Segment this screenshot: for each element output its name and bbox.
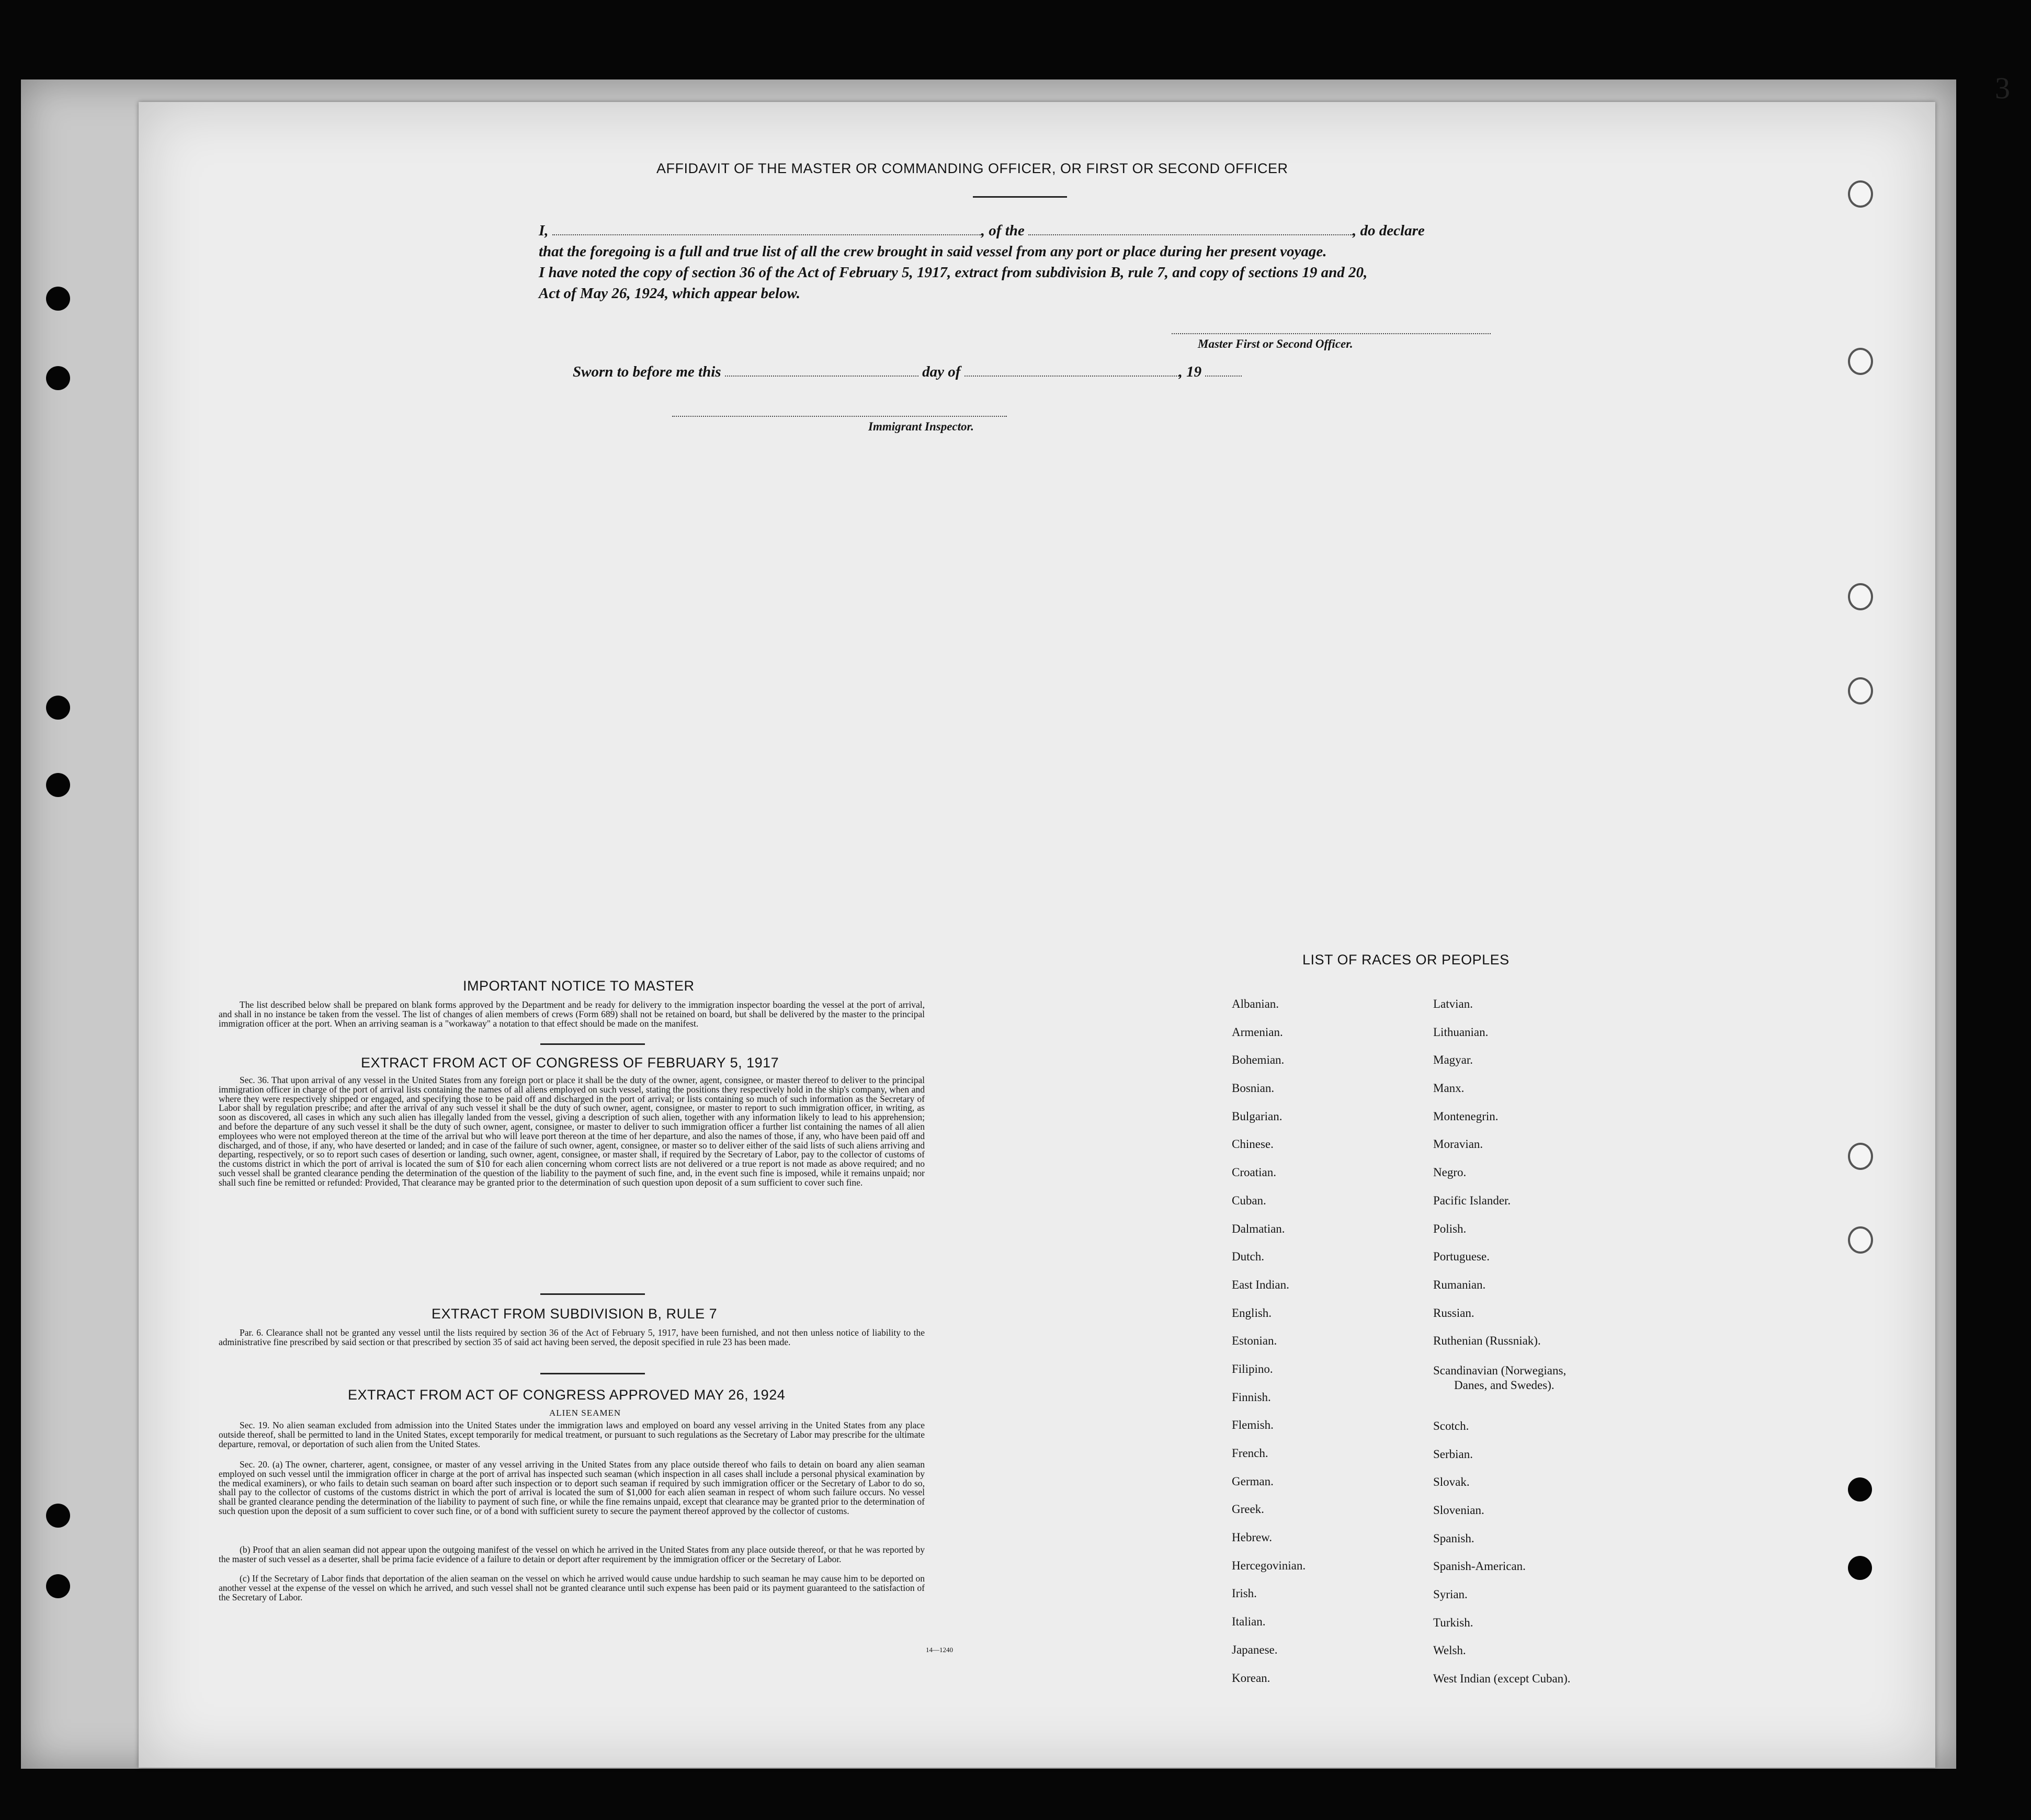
binder-hole <box>1848 583 1873 610</box>
section-rule <box>540 1293 645 1295</box>
extract-1924-sec20b: (b) Proof that an alien seaman did not appear upon the outgoing manifest of the vessel on which he arrived in the United States from any place outside thereof, or that he was reported by the master of such vessel as a deserter, shall be prima facie evidence of a failure to detain or deport after requirement by the immigration officer or the Secretary of Labor. <box>219 1544 925 1564</box>
race-item: Dutch. <box>1232 1250 1264 1264</box>
race-item: Croatian. <box>1232 1166 1276 1179</box>
race-item: Negro. <box>1433 1166 1467 1179</box>
race-item: Spanish. <box>1433 1531 1474 1545</box>
race-item: Bosnian. <box>1232 1082 1275 1095</box>
extract-1924-sec20a: Sec. 20. (a) The owner, charterer, agent, consignee, or master of any vessel arriving in the United States from any place outside thereof who fails to detain on board any alien seaman employed on such vessel until the immigration officer in charge at the port of arrival has inspected such seaman (which inspection in all cases shall include a personal physical examination by the medical examiners), or who fails to detain such seaman on board after such inspection or to deport such seaman if required by such immigration officer or the Secretary of Labor to do so, shall pay to the collector of customs of the customs district in which the port of arrival is located the sum of $1,000 for each alien seaman in respect of whom such failure occurs. No vessel shall be granted clearance pending the determination of the liability to payment of such fine, or while the fine remains unpaid, except that clearance may be granted prior to the determination of such question upon the deposit of a sum sufficient to cover such fine, or of a bond with sufficient surety to secure the payment thereof approved by the collector of customs. <box>219 1459 925 1516</box>
race-item <box>1433 1362 1571 1419</box>
race-item: Russian. <box>1433 1306 1474 1320</box>
affidavit-line-4: Act of May 26, 1924, which appear below. <box>539 285 800 302</box>
extract-1917-text: Sec. 36. That upon arrival of any vessel in the United States from any foreign port or place it shall be the duty of the owner, agent, consignee, or master thereof to deliver to the principal immigration officer in charge of the port of arrival lists containing the names of all aliens employed on such vessel, stating the positions they respectively hold in the ship's company, when and where they were respectively shipped or engaged, and specifying those to be paid off and discharged in the port of arrival; or lists containing so much of such information as the Secretary of Labor shall by regulation prescribe; and after the arrival of any such vessel it shall be the duty of such owner, agent, consignee, or master to report to such immigration officer, in writing, as soon as discovered, all cases in which any such alien has illegally landed from the vessel, giving a description of such alien, together with any information likely to lead to his apprehension; and before the departure of any such vessel it shall be the duty of such owner, agent, consignee, or master to deliver to such immigration officer a further list containing the names of all alien employees who were not employed thereon at the time of the arrival but who will leave port thereon at the time of her departure, and also the names of those, if any, who have been paid off and discharged, and of those, if any, who have deserted or landed; and in case of the failure of such owner, agent, consignee, or master so to deliver either of the said lists of such aliens arriving and departing, respectively, or so to report such cases of desertion or landing, such owner, agent, consignee, or master shall, if required by the Secretary of Labor, pay to the collector of customs of the customs district in which the port of arrival is located the sum of $10 for each alien concerning whom correct lists are not delivered or a true report is not made as above required; and no such vessel shall be granted clearance pending the determination of the question of the liability to the payment of such fine, and, in the event such fine is imposed, while it remains unpaid; nor shall such fine be remitted or refunded: Provided, That clearance may be granted prior to the determination of such question upon deposit of a sum sufficient to cover such fine. <box>219 1075 925 1188</box>
race-item-line: Scandinavian (Norwegians, <box>1433 1363 1567 1377</box>
race-item: Portuguese. <box>1433 1250 1490 1264</box>
binder-hole <box>46 773 70 797</box>
races-right-column <box>1433 997 1571 1700</box>
master-name-field[interactable] <box>552 223 981 235</box>
race-item: Armenian. <box>1232 1025 1283 1039</box>
race-item: Slovak. <box>1433 1475 1470 1489</box>
race-item: Bulgarian. <box>1232 1109 1283 1123</box>
affidavit-line-2: that the foregoing is a full and true list of all the crew brought in said vessel from any port or place during her present voyage. <box>539 243 1327 260</box>
binder-hole <box>46 366 70 390</box>
notice-title: IMPORTANT NOTICE TO MASTER <box>463 978 695 994</box>
race-item: Italian. <box>1232 1615 1266 1629</box>
race-item: Hercegovinian. <box>1232 1559 1306 1572</box>
race-item: Korean. <box>1232 1671 1270 1685</box>
extract-1924-subtitle: ALIEN SEAMEN <box>549 1408 621 1418</box>
race-item: Turkish. <box>1433 1616 1473 1629</box>
race-item: German. <box>1232 1474 1274 1488</box>
extract-1917-title: EXTRACT FROM ACT OF CONGRESS OF FEBRUARY 5, 1917 <box>361 1055 779 1071</box>
extract-1924-sec20c: (c) If the Secretary of Labor finds that deportation of the alien seaman on the vessel on which he arrived would cause undue hardship to such seaman he may cause him to be deported on another vessel at the expense of the vessel on which he arrived, and such vessel shall not be granted clearance until such expense has been paid or its payment guaranteed to the satisfaction of the Secretary of Labor. <box>219 1573 925 1602</box>
binder-hole <box>1848 180 1873 208</box>
race-item: Pacific Islander. <box>1433 1193 1511 1207</box>
race-item: East Indian. <box>1232 1278 1289 1291</box>
races-left-column <box>1232 997 1306 1699</box>
binder-hole <box>1848 1477 1872 1502</box>
race-item: Finnish. <box>1232 1390 1271 1404</box>
race-item: Scotch. <box>1433 1419 1469 1432</box>
race-item: Slovenian. <box>1433 1504 1484 1517</box>
race-item: Montenegrin. <box>1433 1109 1499 1123</box>
sworn-month-field[interactable] <box>965 364 1179 377</box>
sworn-year-field[interactable] <box>1205 364 1242 377</box>
notice-text: The list described below shall be prepared on blank forms approved by the Department and be ready for delivery to the immigration inspector boarding the vessel at the port of arrival, and shall in no instance be taken from the vessel. The list of changes of alien members of crews (Form 689) shall not be retained on board, but shall be delivered by the master to the principal immigration officer at the port. When an arriving seaman is a "workaway" a notation to that effect should be made on the manifest. <box>219 999 925 1029</box>
crew-list-reverse-page <box>139 102 1935 1768</box>
inspector-caption: Immigrant Inspector. <box>868 420 974 433</box>
affidavit-line-1-mid: , of the <box>981 222 1025 239</box>
race-item: Albanian. <box>1232 997 1279 1010</box>
race-item: Syrian. <box>1433 1588 1468 1601</box>
affidavit-line-1-start: I, <box>539 222 549 239</box>
race-item: Bohemian. <box>1232 1053 1285 1067</box>
race-item: Dalmatian. <box>1232 1222 1285 1235</box>
binder-hole <box>1848 677 1873 704</box>
race-item: Greek. <box>1232 1503 1264 1516</box>
extract-1924-title: EXTRACT FROM ACT OF CONGRESS APPROVED MAY 26, 1924 <box>348 1387 786 1403</box>
sworn-day-field[interactable] <box>725 364 918 377</box>
affidavit-title: AFFIDAVIT OF THE MASTER OR COMMANDING OFFICER, OR FIRST OR SECOND OFFICER <box>656 161 1288 176</box>
race-item: Serbian. <box>1433 1447 1473 1461</box>
sworn-start: Sworn to before me this <box>573 363 721 380</box>
race-item: Latvian. <box>1433 997 1473 1010</box>
race-item: Polish. <box>1433 1222 1467 1235</box>
master-signature-caption: Master First or Second Officer. <box>1198 337 1353 350</box>
race-item: Manx. <box>1433 1082 1465 1095</box>
affidavit-line-1 <box>539 222 1425 240</box>
race-item: Chinese. <box>1232 1138 1274 1151</box>
race-item-line: Danes, and Swedes). <box>1454 1378 1555 1392</box>
binder-hole <box>46 696 70 720</box>
section-rule <box>540 1373 645 1374</box>
extract-rule7-title: EXTRACT FROM SUBDIVISION B, RULE 7 <box>432 1306 718 1322</box>
binder-hole <box>46 1504 70 1528</box>
race-item: Irish. <box>1232 1587 1257 1600</box>
sworn-line <box>573 363 1242 381</box>
race-item: Welsh. <box>1433 1644 1466 1657</box>
race-item: Cuban. <box>1232 1193 1266 1207</box>
race-item: Spanish-American. <box>1433 1560 1526 1573</box>
race-item: Flemish. <box>1232 1418 1274 1432</box>
race-item: Ruthenian (Russniak). <box>1433 1334 1541 1348</box>
inspector-signature-field[interactable] <box>672 416 1007 417</box>
race-item: French. <box>1232 1447 1268 1460</box>
sworn-end: , 19 <box>1178 363 1202 380</box>
master-signature-field[interactable] <box>1172 333 1491 334</box>
binder-hole <box>1848 1226 1873 1254</box>
binder-hole <box>1848 1143 1873 1170</box>
race-item: West Indian (except Cuban). <box>1433 1672 1571 1686</box>
vessel-name-field[interactable] <box>1028 223 1353 235</box>
binder-hole <box>46 287 70 311</box>
races-title: LIST OF RACES OR PEOPLES <box>1302 952 1510 968</box>
sworn-mid: day of <box>922 363 961 380</box>
binder-hole <box>46 1574 70 1598</box>
race-item: Estonian. <box>1232 1334 1277 1348</box>
affidavit-line-1-end: , do declare <box>1353 222 1425 239</box>
race-item: Moravian. <box>1433 1138 1483 1151</box>
page-number: 3 <box>1995 71 2010 105</box>
race-item: Lithuanian. <box>1433 1025 1489 1039</box>
race-item: Filipino. <box>1232 1362 1273 1375</box>
binder-hole <box>1848 1556 1872 1580</box>
binder-hole <box>1848 348 1873 375</box>
race-item: Rumanian. <box>1433 1278 1486 1291</box>
race-item: English. <box>1232 1306 1272 1320</box>
affidavit-line-3: I have noted the copy of section 36 of the Act of February 5, 1917, extract from subdivision B, rule 7, and copy of sections 19 and 20, <box>539 264 1368 281</box>
section-rule <box>540 1043 645 1045</box>
title-rule <box>973 196 1067 198</box>
race-item: Magyar. <box>1433 1053 1473 1067</box>
race-item: Hebrew. <box>1232 1531 1273 1544</box>
race-item: Japanese. <box>1232 1643 1278 1656</box>
extract-rule7-text: Par. 6. Clearance shall not be granted any vessel until the lists required by section 36 of the Act of February 5, 1917, have been furnished, and not then unless notice of liability to the administrative fine prescribed by said section or that prescribed by section 35 of said act having been served, the deposit specified in rule 23 has been made. <box>219 1327 925 1347</box>
extract-1924-sec19: Sec. 19. No alien seaman excluded from admission into the United States under the immigration laws and employed on board any vessel arriving in the United States from any place outside thereof, shall be permitted to land in the United States, except temporarily for medical treatment, or pursuant to such regulations as the Secretary of Labor may prescribe for the ultimate departure, removal, or deportation of such alien from the United States. <box>219 1420 925 1449</box>
form-number: 14—1240 <box>926 1646 953 1654</box>
